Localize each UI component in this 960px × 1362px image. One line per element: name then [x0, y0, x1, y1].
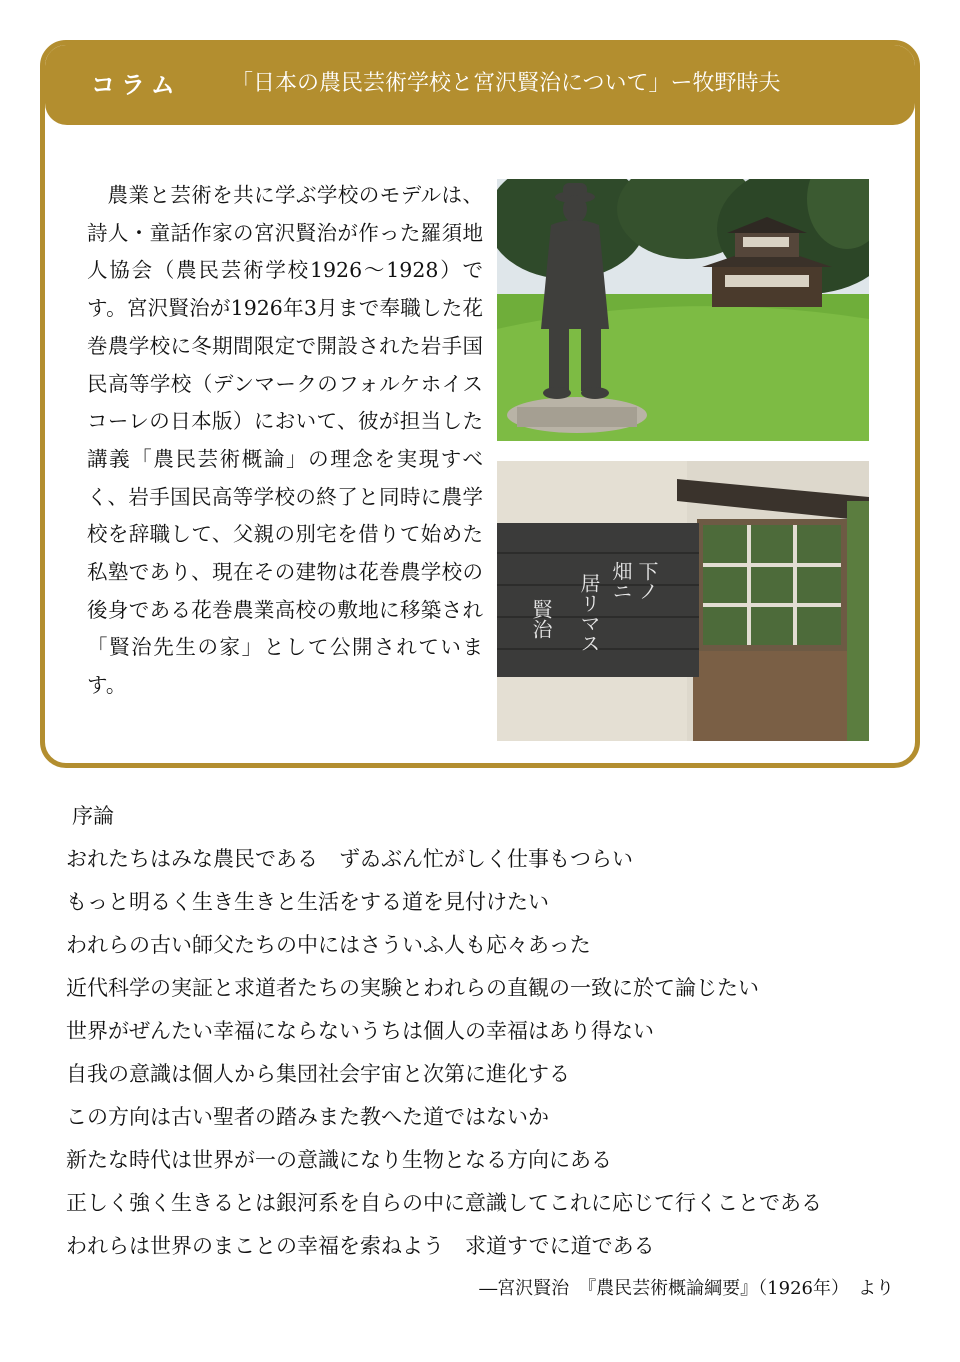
column-header [45, 45, 915, 125]
poem-line: 新たな時代は世界が一の意識になり生物となる方向にある [66, 1148, 612, 1172]
blackboard-photo-illustration [497, 461, 869, 741]
poem-line: この方向は古い聖者の踏みまた教へた道ではないか [66, 1105, 549, 1129]
svg-text:居リマス: 居リマス [577, 573, 601, 653]
poem-line: 近代科学の実証と求道者たちの実験とわれらの直観の一致に於て論じたい [66, 976, 759, 1000]
svg-text:畑ニ: 畑ニ [609, 561, 633, 601]
photo-blackboard-house [497, 461, 869, 741]
statue-photo-illustration [497, 179, 869, 441]
poem-title: 序論 [72, 804, 114, 828]
column-title: 「日本の農民芸術学校と宮沢賢治について」ー牧野時夫 [231, 71, 781, 96]
poem-line: おれたちはみな農民である ずゐぶん忙がしく仕事もつらい [66, 847, 633, 871]
poem-line: もっと明るく生き生きと生活をする道を見付けたい [66, 890, 549, 914]
poem-line: われらの古い師父たちの中にはさういふ人も応々あった [66, 933, 591, 957]
column-label: コラム [91, 71, 181, 99]
column-body-text: 農業と芸術を共に学ぶ学校のモデルは、詩人・童話作家の宮沢賢治が作った羅須地人協会（農民芸術学校1926〜1928）です。宮沢賢治が1926年3月まで奉職した花巻農学校に冬期間限定で開設された岩手国民高等学校（デンマークのフォルケホイスコーレの日本版）において、彼が担当した講義「農民芸術概論」の理念を実現すべく、岩手国民高等学校の終了と同時に農学校を辞職して、父親の別宅を借りて始めた私塾であり、現在その建物は花巻農学校の後身である花巻農業高校の敷地に移築され「賢治先生の家」として公開されています。 [87, 183, 483, 698]
column-box [40, 40, 920, 768]
poem-attribution: ―宮沢賢治 『農民芸術概論綱要』（1926年） より [479, 1278, 894, 1299]
svg-text:下ノ: 下ノ [635, 561, 659, 601]
poem-line: 世界がぜんたい幸福にならないうちは個人の幸福はあり得ない [66, 1019, 654, 1043]
poem-line: 正しく強く生きるとは銀河系を自らの中に意識してこれに応じて行くことである [66, 1191, 822, 1215]
photo-kenji-statue [497, 179, 869, 441]
poem-line: 自我の意識は個人から集団社会宇宙と次第に進化する [66, 1062, 570, 1086]
svg-text:賢治: 賢治 [529, 599, 553, 639]
poem-line: われらは世界のまことの幸福を索ねよう 求道すでに道である [66, 1234, 655, 1258]
poem-section [66, 794, 906, 1268]
